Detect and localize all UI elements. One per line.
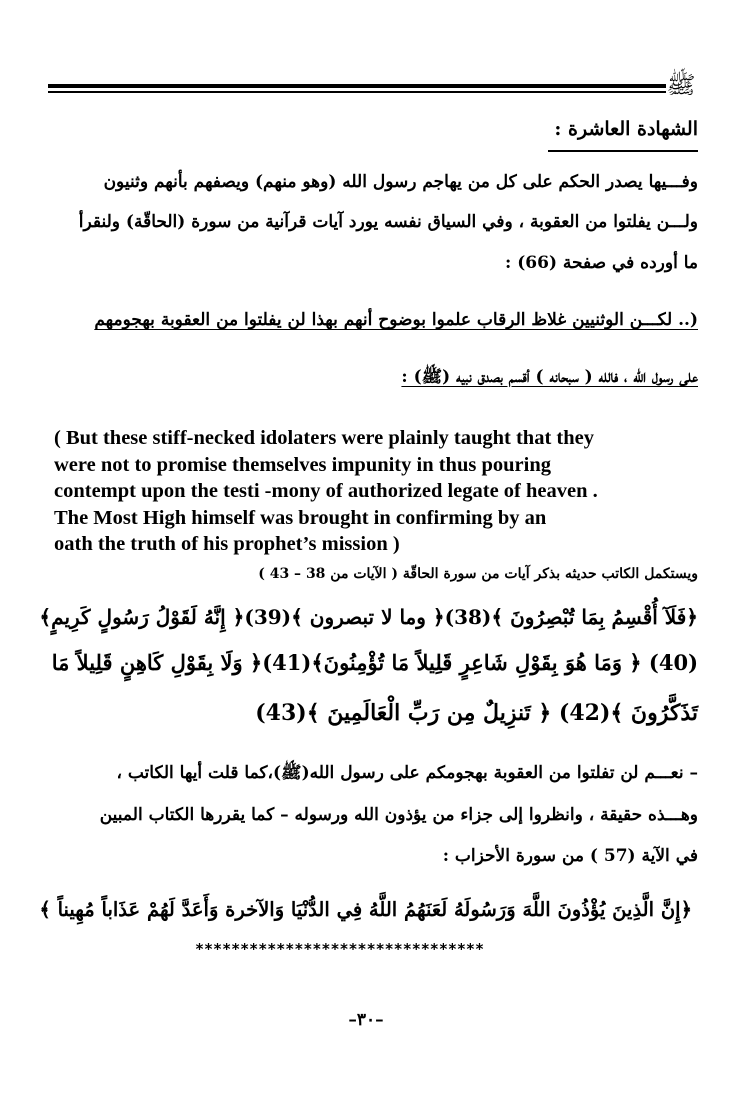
english-line: oath the truth of his prophet’s mission ) [54,533,400,555]
english-line: The Most High himself was brought in confirming by an [54,506,547,529]
heading-underline [548,150,698,152]
verse-line: تَذَكَّرُونَ ﴾(42) ﴿ تَنزِيلٌ مِن رَبِّ الْعَالَمِينَ ﴾(43) [255,700,698,726]
commentary-line: – نعـــم لن تفلتوا من العقوبة بهجومكم على رسول الله(ﷺ)،كما قلت أيها الكاتب ، [116,763,698,783]
paragraph-line: ما أورده في صفحة (66) : [505,253,698,273]
separator-stars: ******************************** [195,940,484,958]
commentary-line: في الآية (57 ) من سورة الأحزاب : [442,846,698,866]
paragraph-line: وفـــيها يصدر الحكم على كل من يهاجم رسول الله (وهو منهم) ويصفهم بأنهم وثنيون [103,172,698,192]
section-heading: الشهادة العاشرة : [554,118,698,140]
english-quotation [54,425,678,558]
quote-line-2: على رسول الله ، فالله ( سبحانه ) أقسم بصدق نبيه (ﷺ) : [401,367,698,387]
verses-intro: ويستكمل الكاتب حديثه بذكر آيات من سورة الحاقّة ( الآيات من 38 – 43 ) [258,566,698,582]
commentary-line: وهـــذه حقيقة ، وانظروا إلى جزاء من يؤذون الله ورسوله – كما يقررها الكتاب المبين [99,805,698,825]
quote-line-1: (.. لكـــن الوثنيين غلاظ الرقاب علموا بوضوح أنهم بهذا لن يفلتوا من العقوبة بهجومهم [94,310,698,330]
page-number: –٣٠– [348,1010,384,1030]
final-verse: ﴿إِنَّ الَّذِينَ يُؤْذُونَ اللَّهَ وَرَسُولَهُ لَعَنَهُمُ اللَّهُ فِي الدُّنْيَا وَالآخرة وَأَعَدَّ لَهُمْ عَذَاباً مُهِيناً ﴾ [39,898,692,921]
english-line: ( But these stiff-necked idolaters were plainly taught that they [54,427,594,449]
english-line: contempt upon the testi -mony of authorized legate of heaven . [54,480,598,502]
salawat-seal-icon: ﷺ [666,71,696,99]
verse-line: ﴿فَلَآ أُقْسِمُ بِمَا تُبْصِرُونَ ﴾(38)﴿ وما لا تبصرون ﴾(39)﴿ إِنَّهُ لَقَوْلُ رَسُولٍ كَرِيمٍ﴾ [39,605,698,629]
header-rule-thin [48,91,666,93]
verse-line: (40) ﴿ وَمَا هُوَ بِقَوْلِ شَاعِرٍ قَلِيلاً مَا تُؤْمِنُونَ﴾(41)﴿ وَلَا بِقَوْلِ كَاهِنٍ قَلِيلاً مَا [51,650,698,675]
paragraph-line: ولـــن يفلتوا من العقوبة ، وفي السياق نفسه يورد آيات قرآنية من سورة (الحاقّة) ولنقرأ [78,212,698,232]
english-line: were not to promise themselves impunity in thus pouring [54,453,551,476]
header-rule-thick [48,84,666,88]
